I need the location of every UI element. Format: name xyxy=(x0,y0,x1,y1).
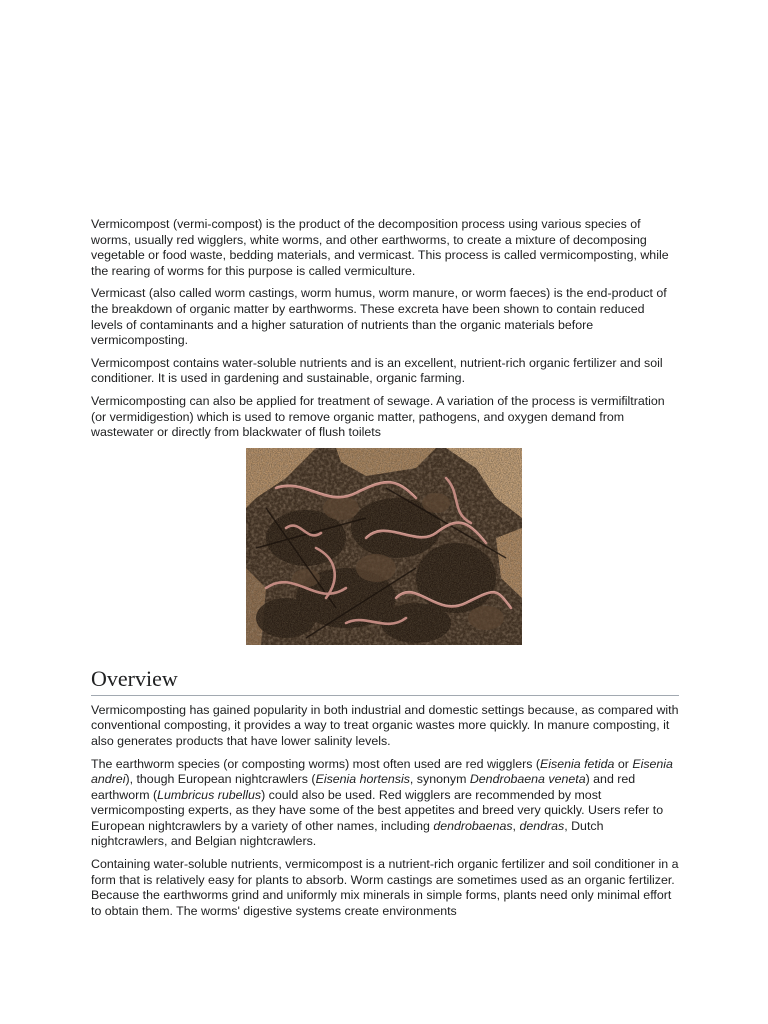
text-run: The earthworm species (or composting worms) most often used are red wigglers ( xyxy=(91,756,540,771)
text-run: , synonym xyxy=(409,772,470,787)
overview-paragraph-1: Vermicomposting has gained popularity in both industrial and domestic settings because, as compared with conventional composting, it provides a way to treat organic wastes more quickly. In manure composting, it also generates products that have lower salinity levels. xyxy=(91,702,679,748)
species-name: Dendrobaena veneta xyxy=(469,772,586,787)
text-run: , Dutch nightcrawlers, and Belgian nightcrawlers. xyxy=(91,818,604,849)
worms-in-compost-photo-icon xyxy=(246,448,522,645)
text-run: ), though European nightcrawlers ( xyxy=(125,772,316,787)
worms-compost-image xyxy=(246,448,522,645)
text-run: or xyxy=(614,756,633,771)
species-name: Eisenia hortensis xyxy=(315,772,410,787)
overview-paragraph-3: Containing water-soluble nutrients, vermicompost is a nutrient-rich organic fertilizer and soil conditioner in a form that is relatively easy for plants to absorb. Worm castings are sometimes used as an organic fertilizer. Because the earthworms grind and uniformly mix minerals in simple forms, plants need only minimal effort to obtain them. The worms' digestive systems create environments xyxy=(91,857,679,918)
intro-paragraph-1: Vermicompost (vermi-compost) is the product of the decomposition process using various species of worms, usually red wigglers, white worms, and other earthworms, to create a mixture of decomposing vegetable or food waste, bedding materials, and vermicast. This process is called vermicomposting, while the rearing of worms for this purpose is called vermiculture. xyxy=(91,217,669,278)
species-name: Eisenia fetida xyxy=(540,756,615,771)
article-body xyxy=(91,217,679,926)
text-run: ) and red earthworm ( xyxy=(91,772,636,802)
overview-paragraph-2 xyxy=(91,757,679,851)
overview-heading: Overview xyxy=(91,665,679,696)
intro-paragraph-2: Vermicast (also called worm castings, worm humus, worm manure, or worm faeces) is the end-product of the breakdown of organic matter by earthworms. These excreta have been shown to contain reduced levels of contaminants and a higher saturation of nutrients than the organic materials before vermicomposting. xyxy=(91,286,667,348)
text-run: ) could also be used. Red wigglers are recommended by most vermicomposting experts, as they have some of the best appetites and breed very quickly. Users refer to European nightcrawlers by a variety of other names, including xyxy=(91,787,664,833)
common-name: dendras xyxy=(519,818,565,833)
common-name: dendrobaenas xyxy=(433,818,513,833)
species-name: Eisenia andrei xyxy=(91,756,673,787)
species-name: Lumbricus rubellus xyxy=(157,787,262,802)
intro-paragraph-4: Vermicomposting can also be applied for treatment of sewage. A variation of the process is vermifiltration (or vermidigestion) which is used to remove organic matter, pathogens, and oxygen demand from wastewater or directly from blackwater of flush toilets xyxy=(91,393,665,440)
text-run: , xyxy=(512,818,520,833)
intro-paragraph-3: Vermicompost contains water-soluble nutrients and is an excellent, nutrient-rich organic fertilizer and soil conditioner. It is used in gardening and sustainable, organic farming. xyxy=(91,355,663,386)
